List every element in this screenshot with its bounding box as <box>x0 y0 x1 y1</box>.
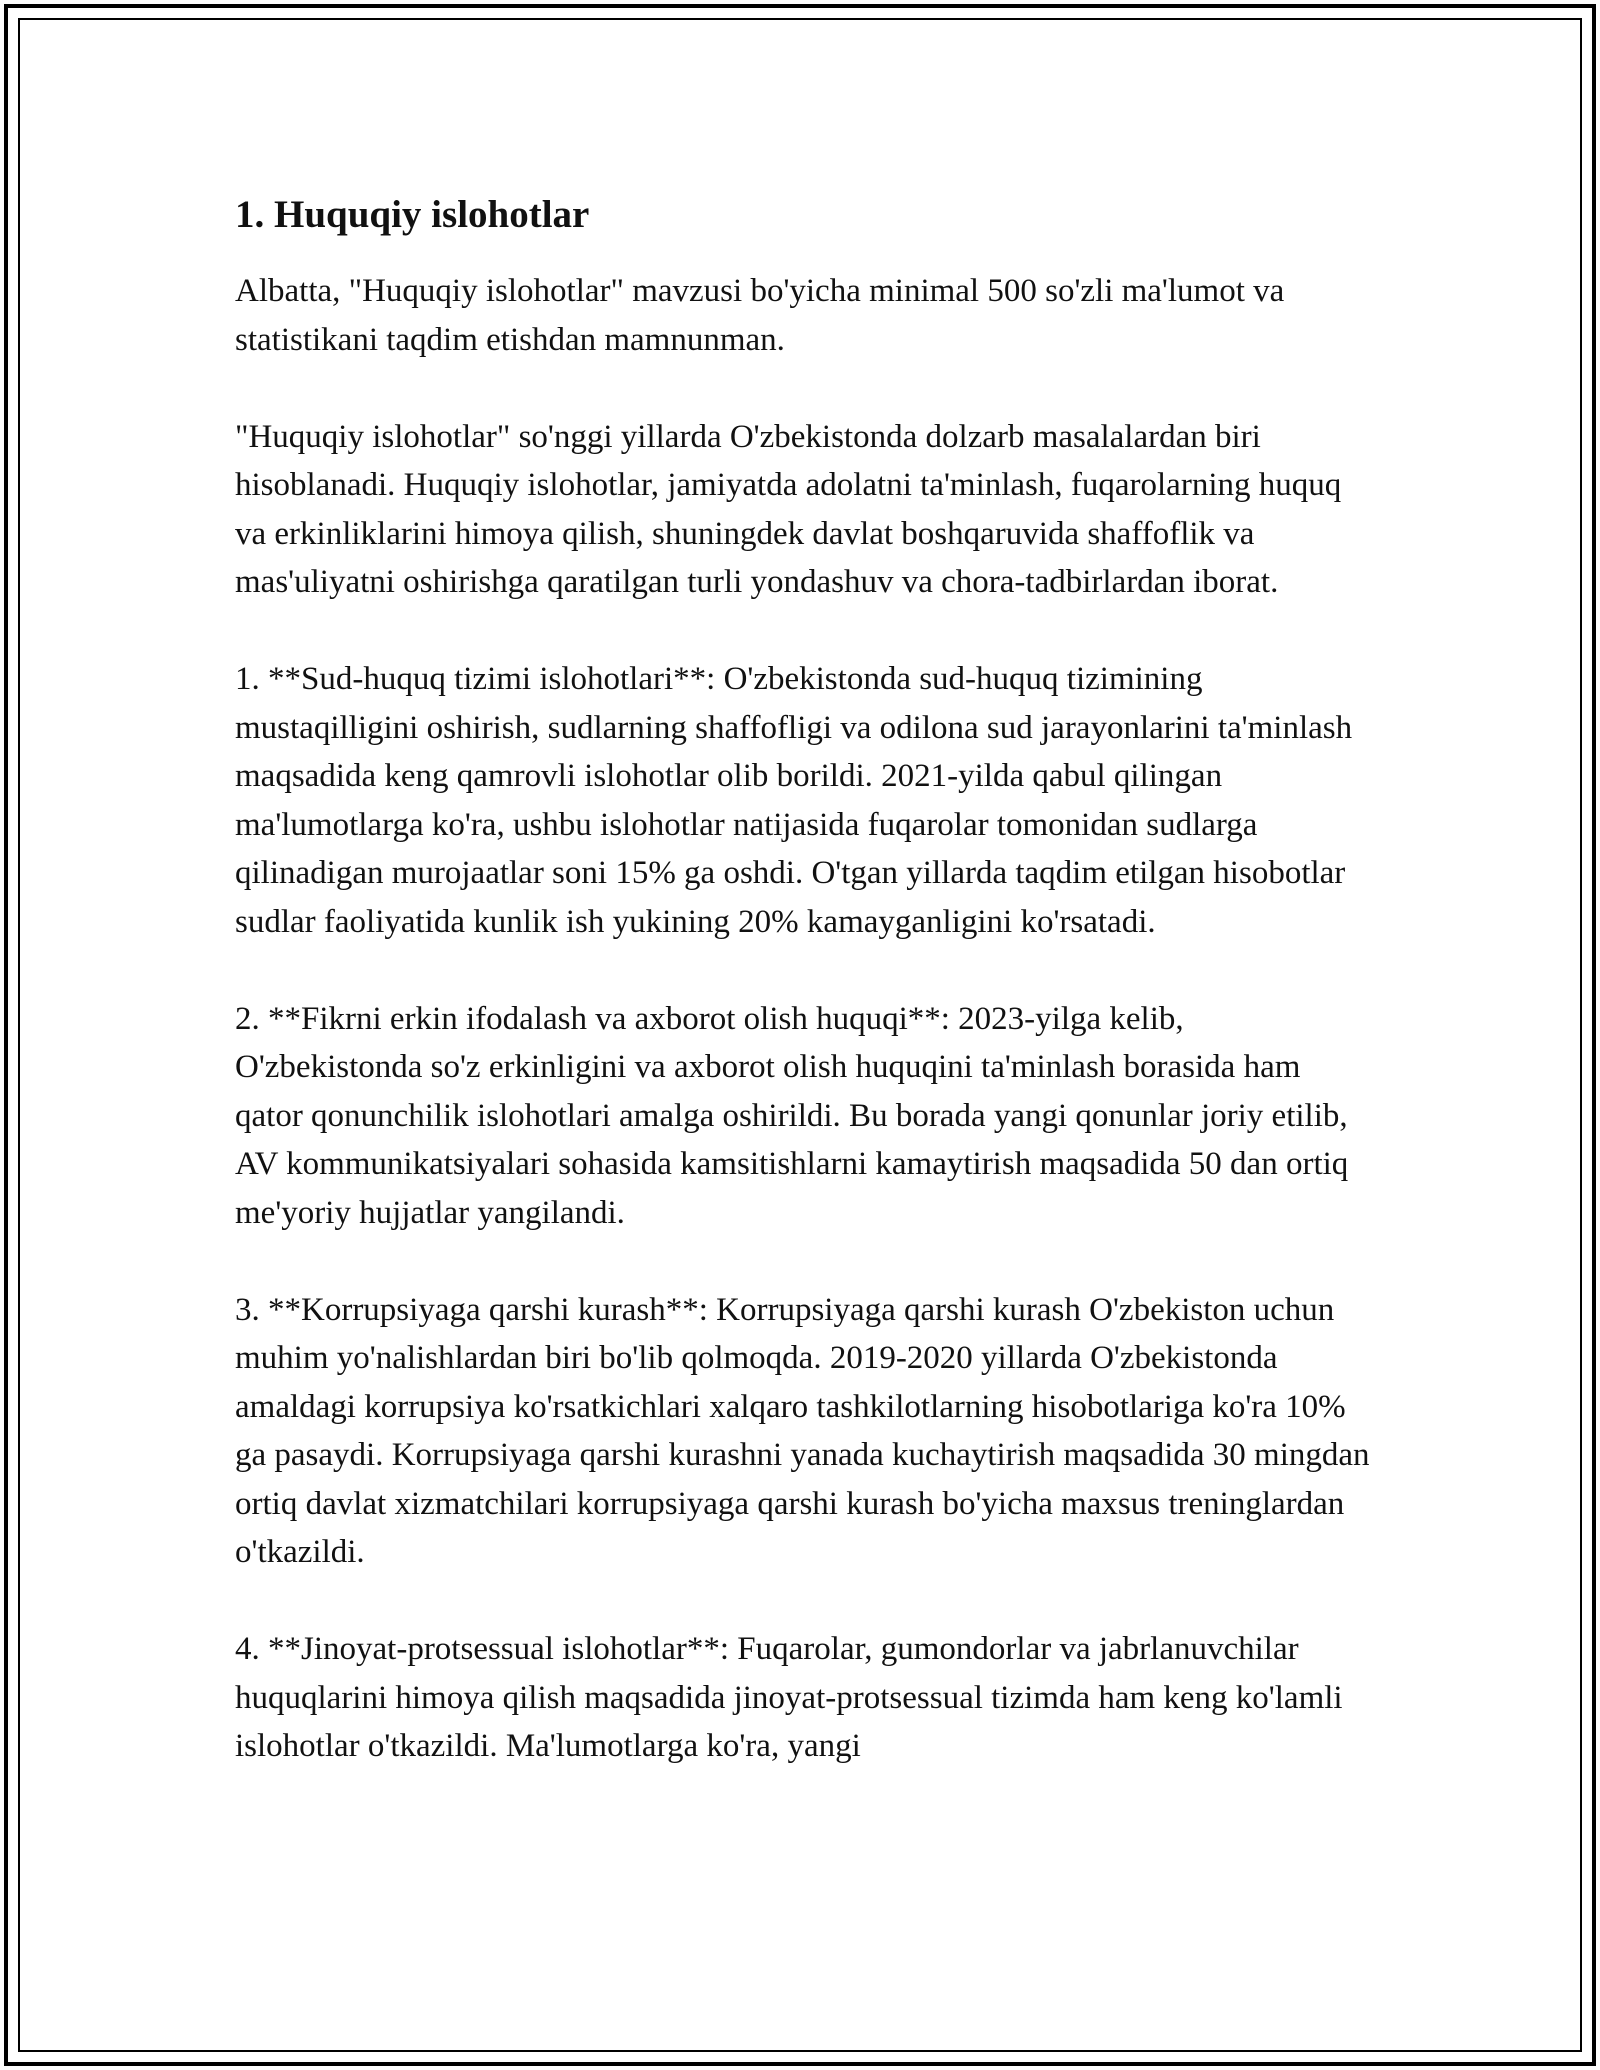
paragraph-item-3: 3. **Korrupsiyaga qarshi kurash**: Korrupsiyaga qarshi kurash O'zbekiston uchun muhim yo'nalishlardan biri bo'lib qolmoqda. 2019-2020 yillarda O'zbekistonda amaldagi korrupsiya ko'rsatkichlari xalqaro tashkilotlarning hisobotlariga ko'ra 10% ga pasaydi. Korrupsiyaga qarshi kurashni yanada kuchaytirish maqsadida 30 mingdan ortiq davlat xizmatchilari korrupsiyaga qarshi kurash bo'yicha maxsus treninglardan o'tkazildi. <box>235 1291 1370 1570</box>
document-body <box>235 185 1375 1819</box>
paragraph-overview: "Huquqiy islohotlar" so'nggi yillarda O'zbekistonda dolzarb masalalardan biri hisoblanadi. Huquqiy islohotlar, jamiyatda adolatni ta'minlash, fuqarolarning huquq va erkinliklarini himoya qilish, shuningdek davlat boshqaruvida shaffoflik va mas'uliyatni oshirishga qaratilgan turli yondashuv va chora-tadbirlardan iborat. <box>235 418 1342 600</box>
paragraph-intro: Albatta, "Huquqiy islohotlar" mavzusi bo'yicha minimal 500 so'zli ma'lumot va statistikani taqdim etishdan mamnunman. <box>235 273 1285 358</box>
paragraph-item-4: 4. **Jinoyat-protsessual islohotlar**: Fuqarolar, gumondorlar va jabrlanuvchilar huquqlarini himoya qilish maqsadida jinoyat-protsessual tizimda ham keng ko'lamli islohotlar o'tkazildi. Ma'lumotlarga ko'ra, yangi <box>235 1631 1343 1764</box>
paragraph-item-1: 1. **Sud-huquq tizimi islohotlari**: O'zbekistonda sud-huquq tizimining mustaqilligini oshirish, sudlarning shaffofligi va odilona sud jarayonlarini ta'minlash maqsadida keng qamrovli islohotlar olib borildi. 2021-yilda qabul qilingan ma'lumotlarga ko'ra, ushbu islohotlar natijasida fuqarolar tomonidan sudlarga qilinadigan murojaatlar soni 15% ga oshdi. O'tgan yillarda taqdim etilgan hisobotlar sudlar faoliyatida kunlik ish yukining 20% kamayganligini ko'rsatadi. <box>235 661 1353 940</box>
document-title: 1. Huquqiy islohotlar <box>235 193 590 236</box>
paragraph-item-2: 2. **Fikrni erkin ifodalash va axborot olish huquqi**: 2023-yilga kelib, O'zbekistonda so'z erkinligini va axborot olish huquqini ta'minlash borasida ham qator qonunchilik islohotlari amalga oshirildi. Bu borada yangi qonunlar joriy etilib, AV kommunikatsiyalari sohasida kamsitishlarni kamaytirish maqsadida 50 dan ortiq me'yoriy hujjatlar yangilandi. <box>235 1000 1349 1231</box>
